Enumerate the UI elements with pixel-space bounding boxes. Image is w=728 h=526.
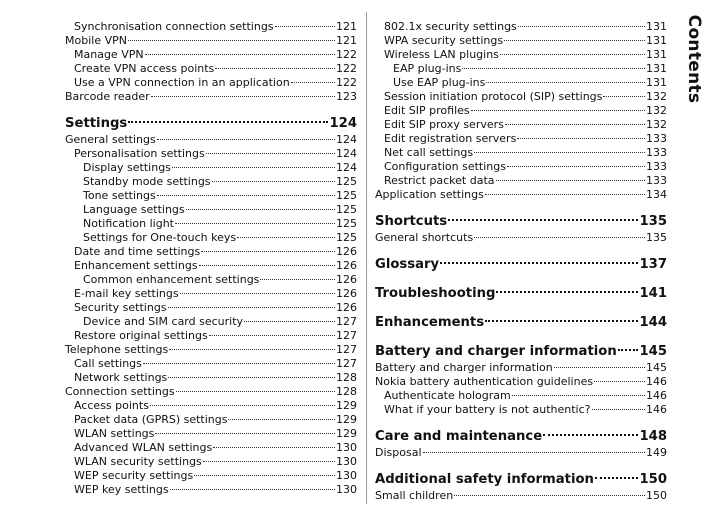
toc-entry-title: Standby mode settings — [83, 175, 211, 188]
toc-entry-settings-for-one-touch-keys[interactable] — [65, 231, 357, 245]
dot-leader — [260, 279, 335, 280]
toc-entry-title: Restrict packet data — [384, 174, 495, 187]
toc-entry-page: 125 — [336, 217, 357, 230]
dot-leader — [168, 377, 335, 378]
toc-entry-page: 131 — [646, 76, 667, 89]
toc-entry-mobile-vpn[interactable] — [65, 34, 357, 48]
toc-entry-page: 130 — [336, 469, 357, 482]
toc-left-column — [65, 20, 357, 497]
toc-entry-page: 135 — [646, 231, 667, 244]
toc-entry-wlan-security-settings[interactable] — [65, 455, 357, 469]
toc-entry-title: Disposal — [375, 446, 422, 459]
dot-leader — [423, 452, 646, 453]
dot-leader — [209, 335, 335, 336]
dot-leader — [504, 40, 645, 41]
toc-entry-synchronisation-connection-settings[interactable] — [65, 20, 357, 34]
dot-leader — [215, 68, 335, 69]
toc-entry-title: Edit SIP proxy servers — [384, 118, 504, 131]
toc-heading-settings[interactable] — [65, 115, 357, 133]
dot-leader — [155, 433, 335, 434]
dot-leader — [291, 82, 335, 83]
toc-entry-use-a-vpn-connection-in-an-application[interactable] — [65, 76, 357, 90]
dot-leader — [500, 54, 645, 55]
toc-entry-page: 130 — [336, 441, 357, 454]
dot-leader — [275, 26, 335, 27]
toc-entry-page: 129 — [336, 413, 357, 426]
toc-entry-page: 132 — [646, 118, 667, 131]
dot-leader — [595, 477, 639, 479]
toc-entry-page: 146 — [646, 375, 667, 388]
toc-entry-small-children[interactable] — [375, 489, 667, 503]
toc-entry-page: 131 — [646, 34, 667, 47]
toc-entry-tone-settings[interactable] — [65, 189, 357, 203]
toc-entry-title: Access points — [74, 399, 149, 412]
toc-entry-title: Tone settings — [83, 189, 156, 202]
toc-entry-title: Care and maintenance — [375, 429, 543, 444]
toc-entry-page: 133 — [646, 146, 667, 159]
toc-entry-page: 126 — [336, 273, 357, 286]
toc-entry-standby-mode-settings[interactable] — [65, 175, 357, 189]
toc-entry-page: 131 — [646, 48, 667, 61]
toc-entry-title: Packet data (GPRS) settings — [74, 413, 228, 426]
toc-entry-title: What if your battery is not authentic? — [384, 403, 591, 416]
dot-leader — [168, 307, 335, 308]
toc-entry-enhancement-settings[interactable] — [65, 259, 357, 273]
toc-entry-title: Settings for One-touch keys — [83, 231, 237, 244]
dot-leader — [128, 121, 328, 123]
dot-leader — [128, 40, 335, 41]
dot-leader — [454, 495, 645, 496]
toc-entry-page: 135 — [639, 214, 667, 229]
toc-entry-title: Telephone settings — [65, 343, 169, 356]
toc-entry-title: Language settings — [83, 203, 185, 216]
toc-entry-wpa-security-settings[interactable] — [375, 34, 667, 48]
toc-entry-title: WEP security settings — [74, 469, 194, 482]
toc-entry-page: 133 — [646, 174, 667, 187]
toc-entry-page: 122 — [336, 62, 357, 75]
toc-entry-title: Application settings — [375, 188, 484, 201]
toc-entry-title: WLAN settings — [74, 427, 155, 440]
toc-entry-title: WLAN security settings — [74, 455, 202, 468]
toc-heading-battery-and-charger-information[interactable] — [375, 343, 667, 361]
toc-entry-title: Call settings — [74, 357, 142, 370]
toc-entry-title: Date and time settings — [74, 245, 201, 258]
dot-leader — [175, 223, 335, 224]
toc-entry-page: 141 — [639, 286, 667, 301]
toc-entry-page: 122 — [336, 76, 357, 89]
toc-entry-page: 150 — [646, 489, 667, 502]
toc-entry-common-enhancement-settings[interactable] — [65, 273, 357, 287]
toc-entry-page: 128 — [336, 371, 357, 384]
toc-entry-title: Authenticate hologram — [384, 389, 511, 402]
toc-entry-title: Device and SIM card security — [83, 315, 244, 328]
toc-entry-wlan-settings[interactable] — [65, 427, 357, 441]
toc-heading-additional-safety-information[interactable] — [375, 471, 667, 489]
dot-leader — [199, 265, 335, 266]
toc-entry-title: Small children — [375, 489, 454, 502]
toc-entry-title: Mobile VPN — [65, 34, 127, 47]
toc-entry-application-settings[interactable] — [375, 188, 667, 202]
toc-entry-page: 126 — [336, 287, 357, 300]
dot-leader — [170, 489, 335, 490]
toc-entry-page: 125 — [336, 203, 357, 216]
dot-leader — [213, 447, 335, 448]
toc-entry-title: Enhancements — [375, 315, 485, 330]
toc-entry-general-settings[interactable] — [65, 133, 357, 147]
toc-entry-page: 145 — [639, 344, 667, 359]
toc-entry-telephone-settings[interactable] — [65, 343, 357, 357]
toc-entry-battery-and-charger-information[interactable] — [375, 361, 667, 375]
dot-leader — [485, 194, 645, 195]
toc-entry-disposal[interactable] — [375, 446, 667, 460]
toc-entry-page: 126 — [336, 245, 357, 258]
toc-entry-title: Connection settings — [65, 385, 175, 398]
dot-leader — [474, 237, 645, 238]
toc-entry-title: Advanced WLAN settings — [74, 441, 213, 454]
toc-entry-page: 149 — [646, 446, 667, 459]
toc-entry-page: 126 — [336, 301, 357, 314]
toc-entry-page: 130 — [336, 455, 357, 468]
section-title-vertical — [682, 14, 706, 104]
toc-entry-title: Edit registration servers — [384, 132, 517, 145]
toc-entry-wireless-lan-plugins[interactable] — [375, 48, 667, 62]
toc-entry-access-points[interactable] — [65, 399, 357, 413]
toc-entry-page: 127 — [336, 343, 357, 356]
toc-entry-title: Troubleshooting — [375, 286, 496, 301]
toc-right-column — [375, 20, 667, 503]
toc-entry-page: 124 — [336, 147, 357, 160]
toc-entry-title: Glossary — [375, 257, 440, 272]
dot-leader — [603, 96, 645, 97]
toc-entry-page: 125 — [336, 175, 357, 188]
toc-entry-personalisation-settings[interactable] — [65, 147, 357, 161]
dot-leader — [244, 321, 335, 322]
toc-entry-title: Notification light — [83, 217, 174, 230]
dot-leader — [237, 237, 335, 238]
dot-leader — [485, 320, 638, 322]
toc-entry-edit-sip-proxy-servers[interactable] — [375, 118, 667, 132]
toc-heading-care-and-maintenance[interactable] — [375, 428, 667, 446]
toc-entry-title: Session initiation protocol (SIP) settings — [384, 90, 603, 103]
toc-entry-page: 124 — [336, 161, 357, 174]
toc-entry-page: 132 — [646, 90, 667, 103]
toc-entry-what-if-your-battery-is-not-authentic[interactable] — [375, 403, 667, 417]
toc-entry-page: 129 — [336, 399, 357, 412]
toc-entry-page: 122 — [336, 48, 357, 61]
toc-entry-restrict-packet-data[interactable] — [375, 174, 667, 188]
toc-entry-title: Security settings — [74, 301, 167, 314]
toc-entry-page: 148 — [639, 429, 667, 444]
toc-entry-title: Display settings — [83, 161, 171, 174]
toc-entry-configuration-settings[interactable] — [375, 160, 667, 174]
toc-entry-title: Wireless LAN plugins — [384, 48, 499, 61]
dot-leader — [505, 124, 645, 125]
toc-entry-create-vpn-access-points[interactable] — [65, 62, 357, 76]
toc-entry-title: Network settings — [74, 371, 168, 384]
toc-entry-title: Synchronisation connection settings — [74, 20, 274, 33]
dot-leader — [201, 251, 335, 252]
toc-entry-call-settings[interactable] — [65, 357, 357, 371]
toc-heading-glossary[interactable] — [375, 256, 667, 274]
toc-entry-title: Use EAP plug-ins — [393, 76, 486, 89]
toc-entry-eap-plug-ins[interactable] — [375, 62, 667, 76]
toc-entry-barcode-reader[interactable] — [65, 90, 357, 104]
toc-entry-authenticate-hologram[interactable] — [375, 389, 667, 403]
toc-entry-page: 144 — [639, 315, 667, 330]
toc-heading-troubleshooting[interactable] — [375, 285, 667, 303]
toc-entry-page: 123 — [336, 90, 357, 103]
toc-entry-connection-settings[interactable] — [65, 385, 357, 399]
dot-leader — [496, 291, 638, 293]
toc-entry-page: 125 — [336, 189, 357, 202]
toc-entry-title: General settings — [65, 133, 156, 146]
dot-leader — [228, 419, 335, 420]
toc-heading-enhancements[interactable] — [375, 314, 667, 332]
dot-leader — [172, 167, 335, 168]
toc-entry-title: 802.1x security settings — [384, 20, 517, 33]
toc-entry-general-shortcuts[interactable] — [375, 231, 667, 245]
toc-entry-802-1x-security-settings[interactable] — [375, 20, 667, 34]
toc-entry-page: 133 — [646, 132, 667, 145]
toc-entry-page: 145 — [646, 361, 667, 374]
dot-leader — [150, 405, 335, 406]
toc-entry-title: Configuration settings — [384, 160, 506, 173]
toc-entry-edit-registration-servers[interactable] — [375, 132, 667, 146]
toc-entry-title: Shortcuts — [375, 214, 448, 229]
toc-entry-title: Manage VPN — [74, 48, 144, 61]
toc-entry-title: Additional safety information — [375, 472, 594, 487]
toc-entry-title: WPA security settings — [384, 34, 504, 47]
toc-entry-page: 124 — [336, 133, 357, 146]
toc-entry-wep-security-settings[interactable] — [65, 469, 357, 483]
toc-entry-page: 132 — [646, 104, 667, 117]
toc-entry-title: Battery and charger information — [375, 361, 553, 374]
dot-leader — [462, 68, 645, 69]
toc-entry-page: 126 — [336, 259, 357, 272]
dot-leader — [496, 180, 646, 181]
toc-entry-nokia-battery-authentication-guidelines[interactable] — [375, 375, 667, 389]
toc-entry-page: 134 — [646, 188, 667, 201]
toc-entry-title: Barcode reader — [65, 90, 150, 103]
toc-entry-title: Use a VPN connection in an application — [74, 76, 290, 89]
toc-entry-restore-original-settings[interactable] — [65, 329, 357, 343]
toc-entry-page: 129 — [336, 427, 357, 440]
toc-entry-title: Battery and charger information — [375, 344, 617, 359]
toc-entry-net-call-settings[interactable] — [375, 146, 667, 160]
dot-leader — [186, 209, 335, 210]
dot-leader — [486, 82, 645, 83]
dot-leader — [440, 262, 638, 264]
toc-entry-page: 127 — [336, 329, 357, 342]
dot-leader — [206, 153, 335, 154]
toc-entry-title: Create VPN access points — [74, 62, 215, 75]
toc-entry-wep-key-settings[interactable] — [65, 483, 357, 497]
toc-entry-security-settings[interactable] — [65, 301, 357, 315]
toc-entry-page: 124 — [329, 116, 357, 131]
toc-heading-shortcuts[interactable] — [375, 213, 667, 231]
toc-entry-date-and-time-settings[interactable] — [65, 245, 357, 259]
toc-entry-page: 121 — [336, 20, 357, 33]
contents-title: Contents — [684, 14, 704, 104]
toc-entry-display-settings[interactable] — [65, 161, 357, 175]
toc-entry-title: Restore original settings — [74, 329, 208, 342]
toc-entry-page: 146 — [646, 389, 667, 402]
dot-leader — [212, 181, 335, 182]
toc-entry-page: 128 — [336, 385, 357, 398]
dot-leader — [157, 195, 335, 196]
dot-leader — [474, 152, 645, 153]
toc-entry-packet-data-gprs-settings[interactable] — [65, 413, 357, 427]
toc-entry-edit-sip-profiles[interactable] — [375, 104, 667, 118]
toc-entry-page: 131 — [646, 62, 667, 75]
toc-entry-title: Personalisation settings — [74, 147, 205, 160]
toc-entry-session-initiation-protocol-sip-settings[interactable] — [375, 90, 667, 104]
toc-entry-device-and-sim-card-security[interactable] — [65, 315, 357, 329]
toc-entry-page: 137 — [639, 257, 667, 272]
dot-leader — [176, 391, 335, 392]
dot-leader — [592, 409, 646, 410]
dot-leader — [203, 461, 335, 462]
toc-entry-title: Common enhancement settings — [83, 273, 260, 286]
dot-leader — [448, 219, 638, 221]
toc-entry-network-settings[interactable] — [65, 371, 357, 385]
toc-entry-title: E-mail key settings — [74, 287, 179, 300]
toc-entry-title: EAP plug-ins — [393, 62, 462, 75]
dot-leader — [194, 475, 335, 476]
dot-leader — [180, 293, 335, 294]
toc-entry-use-eap-plug-ins[interactable] — [375, 76, 667, 90]
dot-leader — [145, 54, 335, 55]
toc-entry-manage-vpn[interactable] — [65, 48, 357, 62]
toc-entry-page: 133 — [646, 160, 667, 173]
dot-leader — [618, 349, 639, 351]
dot-leader — [157, 139, 335, 140]
toc-entry-title: Edit SIP profiles — [384, 104, 470, 117]
column-divider — [366, 12, 367, 504]
toc-entry-advanced-wlan-settings[interactable] — [65, 441, 357, 455]
toc-entry-title: Net call settings — [384, 146, 474, 159]
toc-entry-notification-light[interactable] — [65, 217, 357, 231]
dot-leader — [512, 395, 645, 396]
toc-entry-language-settings[interactable] — [65, 203, 357, 217]
dot-leader — [517, 138, 645, 139]
dot-leader — [151, 96, 335, 97]
dot-leader — [518, 26, 645, 27]
toc-entry-page: 127 — [336, 315, 357, 328]
dot-leader — [507, 166, 645, 167]
dot-leader — [169, 349, 335, 350]
toc-entry-page: 131 — [646, 20, 667, 33]
toc-entry-title: Settings — [65, 116, 128, 131]
dot-leader — [543, 434, 638, 436]
toc-entry-title: General shortcuts — [375, 231, 474, 244]
dot-leader — [143, 363, 335, 364]
toc-entry-page: 146 — [646, 403, 667, 416]
toc-entry-title: Enhancement settings — [74, 259, 198, 272]
toc-entry-title: WEP key settings — [74, 483, 169, 496]
toc-entry-page: 150 — [639, 472, 667, 487]
toc-entry-page: 121 — [336, 34, 357, 47]
dot-leader — [471, 110, 645, 111]
toc-entry-page: 125 — [336, 231, 357, 244]
toc-entry-page: 127 — [336, 357, 357, 370]
toc-entry-page: 130 — [336, 483, 357, 496]
toc-entry-title: Nokia battery authentication guidelines — [375, 375, 594, 388]
dot-leader — [594, 381, 645, 382]
toc-entry-e-mail-key-settings[interactable] — [65, 287, 357, 301]
dot-leader — [554, 367, 645, 368]
